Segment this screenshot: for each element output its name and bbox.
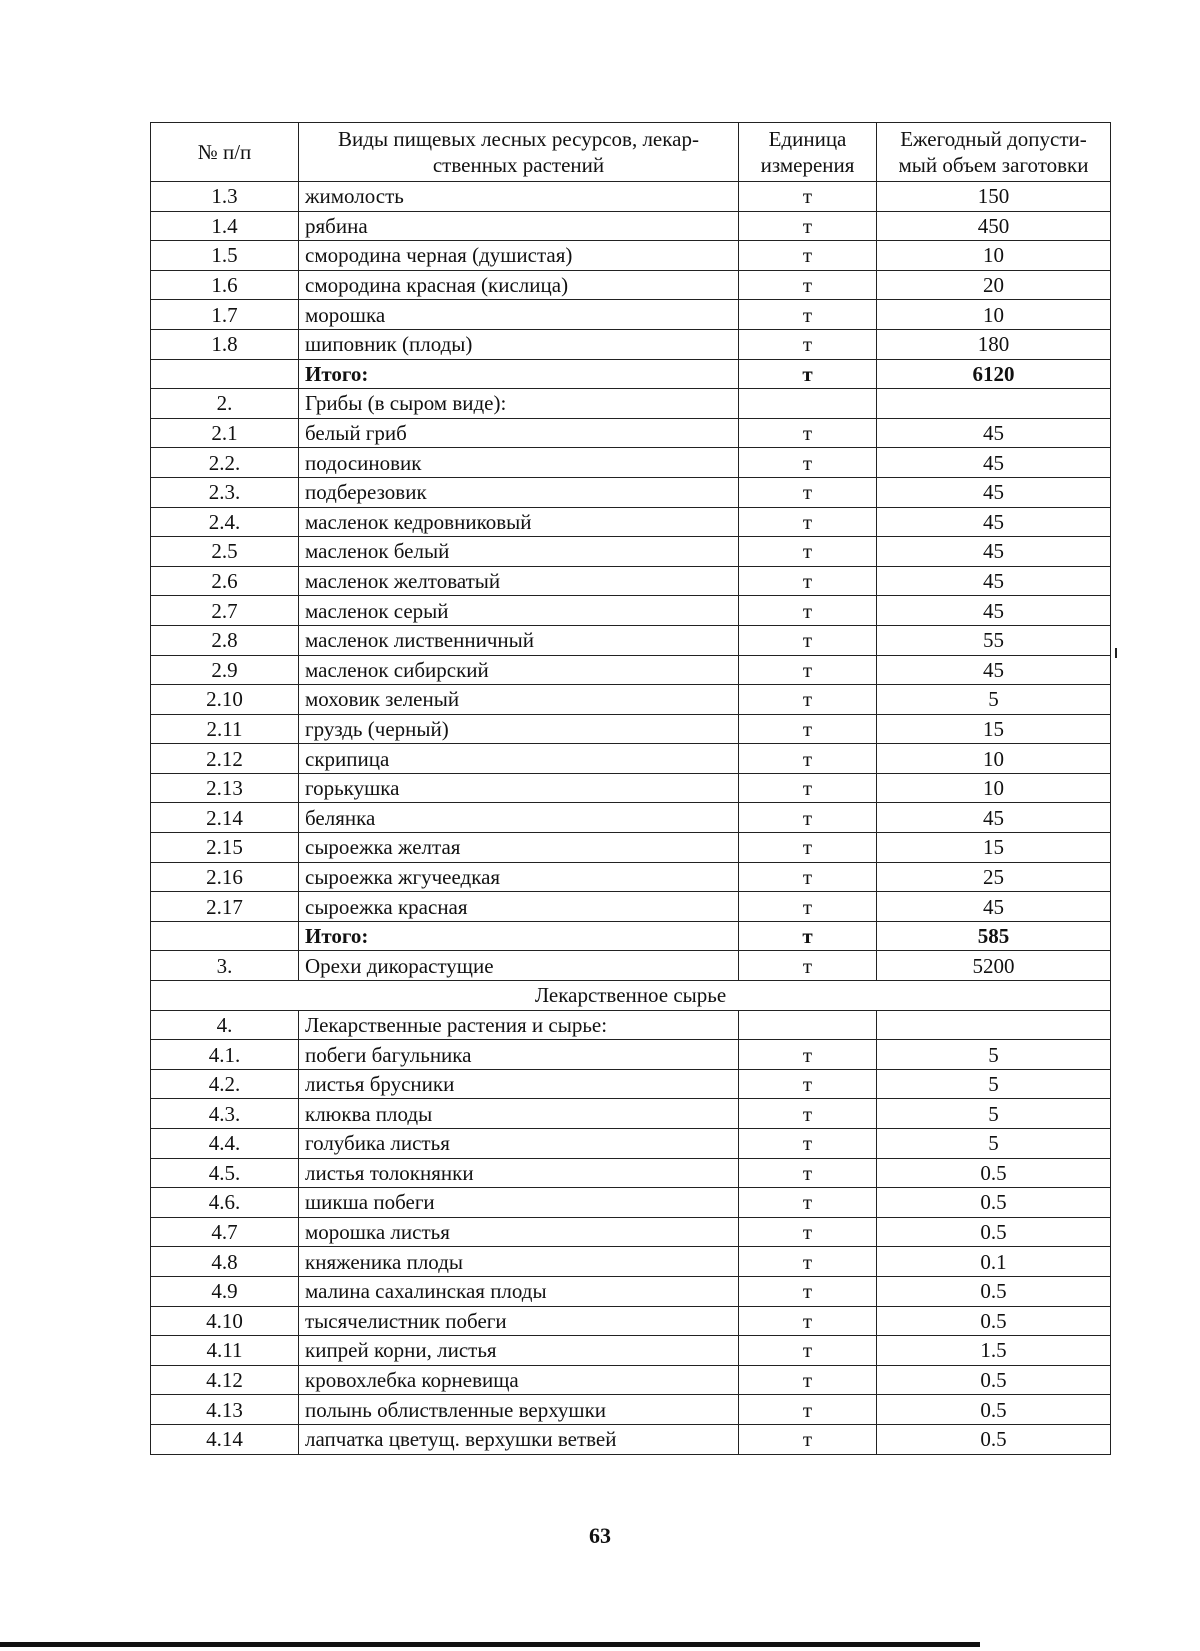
row-number-cell: 3. <box>151 951 299 981</box>
resource-name-cell: морошка <box>299 300 739 330</box>
unit-cell: т <box>739 359 877 389</box>
volume-cell: 0.5 <box>877 1424 1111 1454</box>
unit-cell: т <box>739 211 877 241</box>
volume-cell: 5 <box>877 1129 1111 1159</box>
row-number-cell: 4.4. <box>151 1129 299 1159</box>
unit-cell <box>739 389 877 419</box>
resource-name-cell: скрипица <box>299 744 739 774</box>
table-row <box>151 241 1111 271</box>
volume-cell: 0.5 <box>877 1217 1111 1247</box>
row-number-cell: 2.2. <box>151 448 299 478</box>
row-number-cell: 2.12 <box>151 744 299 774</box>
table-row <box>151 773 1111 803</box>
table-row <box>151 833 1111 863</box>
resource-name-cell: лапчатка цветущ. верхушки ветвей <box>299 1424 739 1454</box>
resource-name-cell: масленок лиственничный <box>299 625 739 655</box>
row-number-cell: 4.7 <box>151 1217 299 1247</box>
header-unit: Единица измерения <box>739 123 877 182</box>
resource-name-cell: рябина <box>299 211 739 241</box>
table-row <box>151 1099 1111 1129</box>
table-row <box>151 862 1111 892</box>
resource-name-cell: сыроежка красная <box>299 892 739 922</box>
resource-name-cell: клюква плоды <box>299 1099 739 1129</box>
volume-cell: 450 <box>877 211 1111 241</box>
unit-cell: т <box>739 537 877 567</box>
row-number-cell: 4.3. <box>151 1099 299 1129</box>
table-row <box>151 329 1111 359</box>
table-section-row <box>151 981 1111 1011</box>
unit-cell: т <box>739 862 877 892</box>
header-resource-type: Виды пищевых лесных ресурсов, лекар-ственных растений <box>299 123 739 182</box>
row-number-cell: 4.8 <box>151 1247 299 1277</box>
row-number-cell: 2.11 <box>151 714 299 744</box>
unit-cell: т <box>739 1276 877 1306</box>
resource-name-cell: моховик зеленый <box>299 685 739 715</box>
table-total-row <box>151 921 1111 951</box>
volume-cell <box>877 389 1111 419</box>
row-number-cell: 4.14 <box>151 1424 299 1454</box>
table-row <box>151 625 1111 655</box>
volume-cell: 45 <box>877 596 1111 626</box>
row-number-cell: 4.9 <box>151 1276 299 1306</box>
volume-cell: 5 <box>877 1099 1111 1129</box>
table-row <box>151 477 1111 507</box>
row-number-cell: 1.6 <box>151 270 299 300</box>
unit-cell: т <box>739 507 877 537</box>
resource-name-cell: масленок сибирский <box>299 655 739 685</box>
unit-cell: т <box>739 1129 877 1159</box>
unit-cell: т <box>739 1336 877 1366</box>
resource-name-cell: кровохлебка корневища <box>299 1365 739 1395</box>
volume-cell: 10 <box>877 241 1111 271</box>
unit-cell: т <box>739 625 877 655</box>
table-row <box>151 714 1111 744</box>
volume-cell: 45 <box>877 448 1111 478</box>
unit-cell <box>739 1010 877 1040</box>
unit-cell: т <box>739 1069 877 1099</box>
unit-cell: т <box>739 1217 877 1247</box>
unit-cell: т <box>739 1188 877 1218</box>
row-number-cell: 4.6. <box>151 1188 299 1218</box>
header-annual-volume: Ежегодный допусти-мый объем заготовки <box>877 123 1111 182</box>
unit-cell: т <box>739 448 877 478</box>
volume-cell: 5 <box>877 1040 1111 1070</box>
volume-cell: 585 <box>877 921 1111 951</box>
scan-speck <box>1115 648 1117 658</box>
table-row <box>151 1010 1111 1040</box>
resource-name-cell: сыроежка желтая <box>299 833 739 863</box>
unit-cell: т <box>739 300 877 330</box>
unit-cell: т <box>739 655 877 685</box>
table-row <box>151 655 1111 685</box>
unit-cell: т <box>739 1424 877 1454</box>
resource-name-cell: белый гриб <box>299 418 739 448</box>
unit-cell: т <box>739 1040 877 1070</box>
resource-name-cell: Лекарственные растения и сырье: <box>299 1010 739 1040</box>
volume-cell: 45 <box>877 418 1111 448</box>
table-header-row <box>151 123 1111 182</box>
resource-name-cell: груздь (черный) <box>299 714 739 744</box>
volume-cell: 45 <box>877 537 1111 567</box>
table-row <box>151 1276 1111 1306</box>
unit-cell: т <box>739 1395 877 1425</box>
table-row <box>151 270 1111 300</box>
row-number-cell: 2.4. <box>151 507 299 537</box>
unit-cell: т <box>739 892 877 922</box>
volume-cell: 10 <box>877 773 1111 803</box>
resource-name-cell: смородина красная (кислица) <box>299 270 739 300</box>
resource-name-cell: побеги багульника <box>299 1040 739 1070</box>
row-number-cell: 1.3 <box>151 182 299 212</box>
table-row <box>151 744 1111 774</box>
volume-cell: 5200 <box>877 951 1111 981</box>
volume-cell: 45 <box>877 477 1111 507</box>
table-row <box>151 951 1111 981</box>
volume-cell: 0.1 <box>877 1247 1111 1277</box>
row-number-cell <box>151 921 299 951</box>
resource-name-cell: подберезовик <box>299 477 739 507</box>
unit-cell: т <box>739 1099 877 1129</box>
table-row <box>151 448 1111 478</box>
row-number-cell: 1.7 <box>151 300 299 330</box>
resource-name-cell: подосиновик <box>299 448 739 478</box>
resource-name-cell: масленок серый <box>299 596 739 626</box>
row-number-cell: 2.5 <box>151 537 299 567</box>
table-row <box>151 1040 1111 1070</box>
resource-name-cell: горькушка <box>299 773 739 803</box>
volume-cell: 6120 <box>877 359 1111 389</box>
table-row <box>151 1306 1111 1336</box>
table-row <box>151 566 1111 596</box>
resource-name-cell: шикша побеги <box>299 1188 739 1218</box>
row-number-cell: 2.17 <box>151 892 299 922</box>
volume-cell: 0.5 <box>877 1365 1111 1395</box>
resource-name-cell: кипрей корни, листья <box>299 1336 739 1366</box>
table-row <box>151 1158 1111 1188</box>
unit-cell: т <box>739 1247 877 1277</box>
volume-cell: 45 <box>877 803 1111 833</box>
unit-cell: т <box>739 418 877 448</box>
row-number-cell: 4.11 <box>151 1336 299 1366</box>
volume-cell: 5 <box>877 685 1111 715</box>
table-row <box>151 1217 1111 1247</box>
table-row <box>151 892 1111 922</box>
unit-cell: т <box>739 1306 877 1336</box>
table-row <box>151 1129 1111 1159</box>
table-row <box>151 1395 1111 1425</box>
unit-cell: т <box>739 329 877 359</box>
unit-cell: т <box>739 951 877 981</box>
table-row <box>151 1336 1111 1366</box>
table-row <box>151 211 1111 241</box>
bottom-rule <box>0 1642 980 1647</box>
table-row <box>151 1247 1111 1277</box>
volume-cell: 0.5 <box>877 1306 1111 1336</box>
resource-name-cell: полынь облиствленные верхушки <box>299 1395 739 1425</box>
row-number-cell: 2.6 <box>151 566 299 596</box>
unit-cell: т <box>739 1365 877 1395</box>
row-number-cell: 4.10 <box>151 1306 299 1336</box>
resource-name-cell: масленок белый <box>299 537 739 567</box>
resource-name-cell: Орехи дикорастущие <box>299 951 739 981</box>
row-number-cell: 4.5. <box>151 1158 299 1188</box>
table-row <box>151 596 1111 626</box>
unit-cell: т <box>739 477 877 507</box>
resource-name-cell: масленок кедровниковый <box>299 507 739 537</box>
volume-cell: 0.5 <box>877 1395 1111 1425</box>
unit-cell: т <box>739 773 877 803</box>
unit-cell: т <box>739 921 877 951</box>
resource-name-cell: шиповник (плоды) <box>299 329 739 359</box>
resource-name-cell: Итого: <box>299 921 739 951</box>
volume-cell: 0.5 <box>877 1276 1111 1306</box>
row-number-cell: 2.9 <box>151 655 299 685</box>
row-number-cell: 2.3. <box>151 477 299 507</box>
resource-name-cell: жимолость <box>299 182 739 212</box>
row-number-cell: 2.7 <box>151 596 299 626</box>
resource-name-cell: княженика плоды <box>299 1247 739 1277</box>
table-row <box>151 182 1111 212</box>
unit-cell: т <box>739 685 877 715</box>
unit-cell: т <box>739 1158 877 1188</box>
page-number: 63 <box>589 1523 611 1548</box>
volume-cell: 150 <box>877 182 1111 212</box>
volume-cell: 45 <box>877 566 1111 596</box>
header-number: № п/п <box>151 123 299 182</box>
row-number-cell: 4.2. <box>151 1069 299 1099</box>
table-body <box>151 182 1111 1455</box>
row-number-cell: 4.1. <box>151 1040 299 1070</box>
table-row <box>151 537 1111 567</box>
table-row <box>151 300 1111 330</box>
resource-name-cell: листья брусники <box>299 1069 739 1099</box>
resource-name-cell: масленок желтоватый <box>299 566 739 596</box>
resource-name-cell: Грибы (в сыром виде): <box>299 389 739 419</box>
volume-cell: 45 <box>877 892 1111 922</box>
resource-name-cell: смородина черная (душистая) <box>299 241 739 271</box>
resource-name-cell: голубика листья <box>299 1129 739 1159</box>
unit-cell: т <box>739 566 877 596</box>
volume-cell: 45 <box>877 507 1111 537</box>
resource-name-cell: белянка <box>299 803 739 833</box>
volume-cell: 15 <box>877 833 1111 863</box>
unit-cell: т <box>739 803 877 833</box>
table-row <box>151 803 1111 833</box>
row-number-cell: 2. <box>151 389 299 419</box>
resource-name-cell: малина сахалинская плоды <box>299 1276 739 1306</box>
table-row <box>151 1424 1111 1454</box>
section-title: Лекарственное сырье <box>151 981 1111 1011</box>
row-number-cell: 2.13 <box>151 773 299 803</box>
resource-name-cell: Итого: <box>299 359 739 389</box>
row-number-cell: 4.12 <box>151 1365 299 1395</box>
volume-cell: 10 <box>877 744 1111 774</box>
volume-cell: 0.5 <box>877 1158 1111 1188</box>
resource-name-cell: морошка листья <box>299 1217 739 1247</box>
resource-name-cell: листья толокнянки <box>299 1158 739 1188</box>
unit-cell: т <box>739 241 877 271</box>
table-row <box>151 507 1111 537</box>
table-row <box>151 1069 1111 1099</box>
table-row <box>151 1365 1111 1395</box>
resources-table <box>150 122 1111 1455</box>
volume-cell: 1.5 <box>877 1336 1111 1366</box>
volume-cell: 0.5 <box>877 1188 1111 1218</box>
table-row <box>151 389 1111 419</box>
volume-cell <box>877 1010 1111 1040</box>
table-row <box>151 685 1111 715</box>
volume-cell: 45 <box>877 655 1111 685</box>
volume-cell: 15 <box>877 714 1111 744</box>
row-number-cell: 1.4 <box>151 211 299 241</box>
volume-cell: 20 <box>877 270 1111 300</box>
volume-cell: 5 <box>877 1069 1111 1099</box>
unit-cell: т <box>739 596 877 626</box>
row-number-cell: 1.8 <box>151 329 299 359</box>
volume-cell: 180 <box>877 329 1111 359</box>
volume-cell: 25 <box>877 862 1111 892</box>
unit-cell: т <box>739 744 877 774</box>
row-number-cell: 2.14 <box>151 803 299 833</box>
table-row <box>151 1188 1111 1218</box>
row-number-cell: 4. <box>151 1010 299 1040</box>
row-number-cell <box>151 359 299 389</box>
row-number-cell: 1.5 <box>151 241 299 271</box>
row-number-cell: 2.1 <box>151 418 299 448</box>
row-number-cell: 4.13 <box>151 1395 299 1425</box>
resource-name-cell: сыроежка жгучеедкая <box>299 862 739 892</box>
unit-cell: т <box>739 714 877 744</box>
row-number-cell: 2.15 <box>151 833 299 863</box>
row-number-cell: 2.16 <box>151 862 299 892</box>
resource-name-cell: тысячелистник побеги <box>299 1306 739 1336</box>
row-number-cell: 2.10 <box>151 685 299 715</box>
row-number-cell: 2.8 <box>151 625 299 655</box>
volume-cell: 10 <box>877 300 1111 330</box>
table-row <box>151 418 1111 448</box>
volume-cell: 55 <box>877 625 1111 655</box>
unit-cell: т <box>739 270 877 300</box>
unit-cell: т <box>739 833 877 863</box>
table-total-row <box>151 359 1111 389</box>
unit-cell: т <box>739 182 877 212</box>
